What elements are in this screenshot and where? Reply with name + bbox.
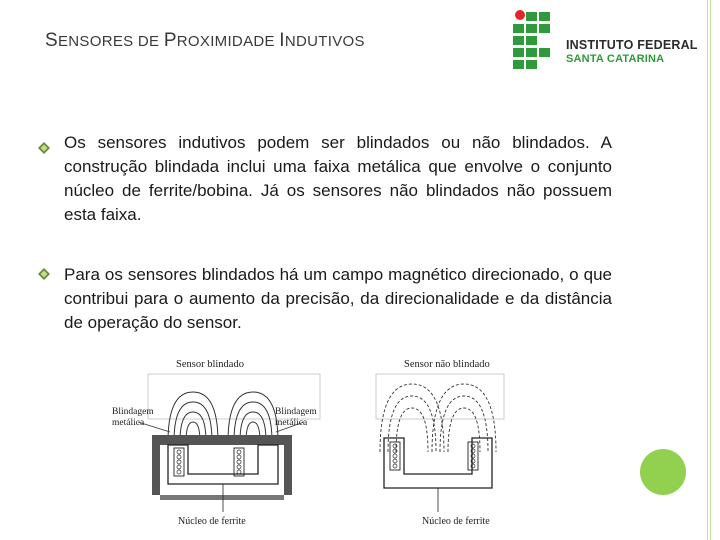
logo-line-1: INSTITUTO FEDERAL	[566, 38, 698, 52]
decorative-green-circle	[640, 449, 686, 495]
bullet-diamond-icon	[38, 268, 50, 280]
shielded-sensor-diagram	[108, 352, 338, 537]
page-title: SENSORES DE PROXIMIDADE INDUTIVOS	[45, 30, 365, 51]
shielded-core-label: Núcleo de ferrite	[178, 516, 246, 527]
bullet-text-shielding: Os sensores indutivos podem ser blindados ou não blindados. A construção blindada inclui uma faixa metálica que envolve o conjunto núcleo de ferrite/bobina. Já os sensores não blindados não possuem esta faixa.	[64, 133, 612, 224]
shield-label-right: Blindagem	[275, 407, 317, 417]
shield-label-right-2: metálica	[275, 418, 308, 428]
unshielded-core-label: Núcleo de ferrite	[422, 516, 490, 527]
shield-label-left: Blindagem	[112, 407, 154, 417]
bullet-text-magnetic-field: Para os sensores blindados há um campo magnético direcionado, o que contribui para o aumento da precisão, da direcionalidade e da distância de operação do sensor.	[64, 265, 612, 332]
unshielded-title: Sensor não blindado	[404, 359, 490, 370]
bullet-diamond-icon	[38, 142, 50, 154]
logo-wordmark	[566, 38, 698, 66]
unshielded-sensor-diagram	[368, 352, 508, 537]
logo-line-2: SANTA CATARINA	[566, 53, 665, 65]
shield-label-left-2: metálica	[112, 418, 145, 428]
shielded-title: Sensor blindado	[176, 359, 244, 370]
decorative-vertical-rule	[707, 0, 711, 540]
